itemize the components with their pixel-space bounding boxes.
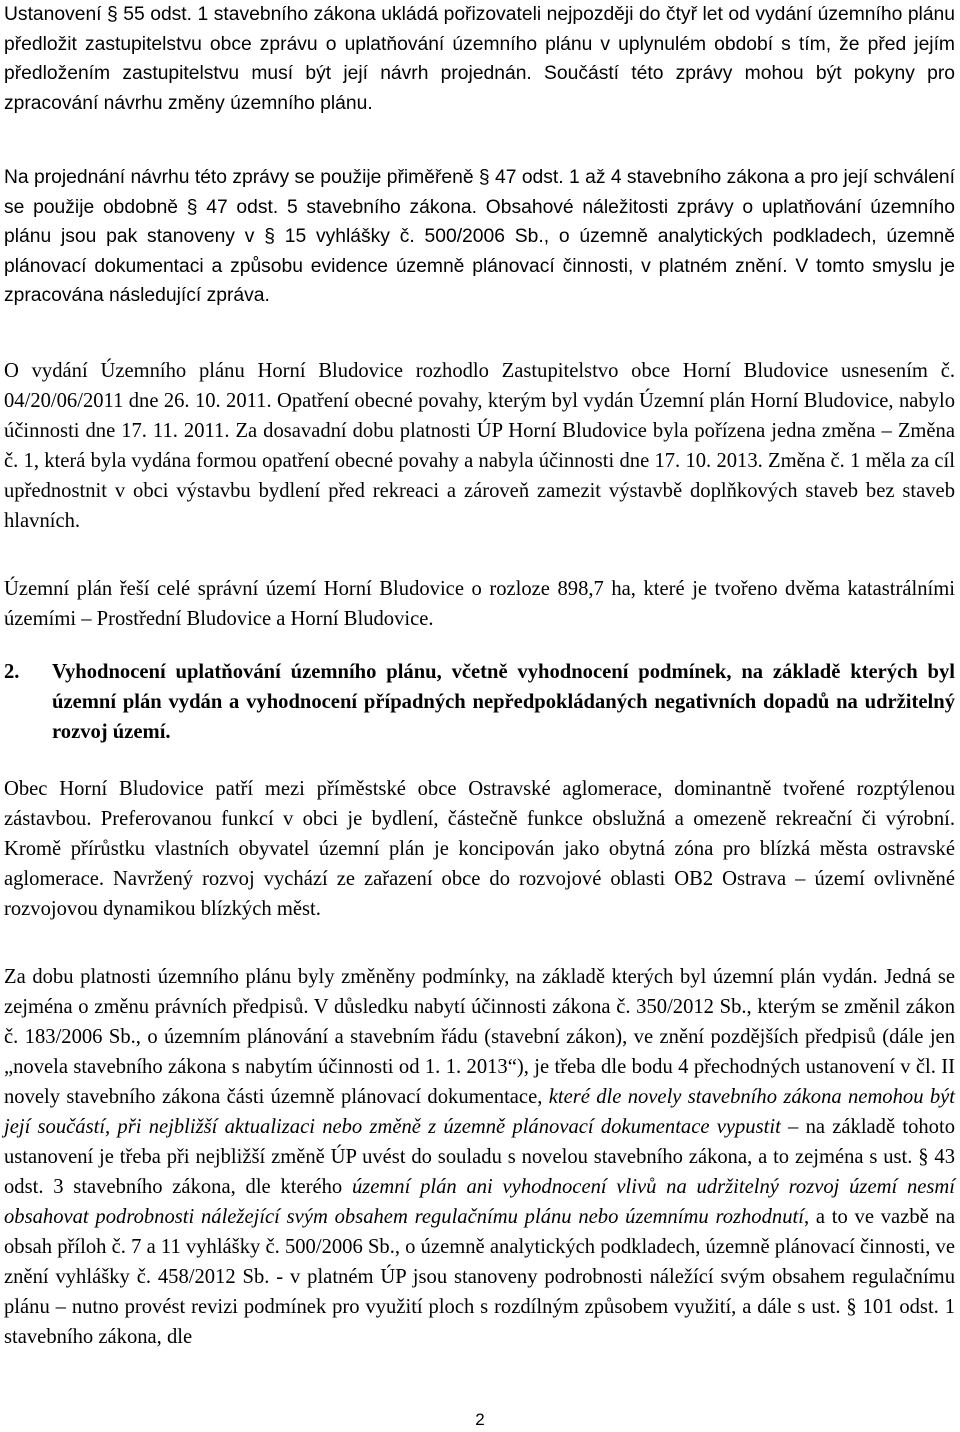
legal-quote-1: které dle novely stavebního zákona nemohou být její součástí, při nejbližší aktualizaci nebo změně z územně plánovací dokumentace vypustit	[4, 1086, 955, 1138]
paragraph-plan-history: O vydání Územního plánu Horní Bludovice rozhodlo Zastupitelstvo obce Horní Bludovice usnesením č. 04/20/06/2011 dne 26. 10. 2011. Opatření obecné povahy, kterým byl vydán Územní plán Horní Bludovice, nabylo účinnosti dne 17. 11. 2011. Za dosavadní dobu platnosti ÚP Horní Bludovice byla pořízena jedna změna – Změna č. 1, která byla vydána formou opatření obecné povahy a nabyla účinnosti dne 17. 10. 2013. Změna č. 1 měla za cíl upřednostnit v obci výstavbu bydlení před rekreaci a zároveň zamezit výstavbě doplňkových staveb bez staveb hlavních.	[4, 360, 955, 532]
section-title: Vyhodnocení uplatňování územního plánu, včetně vyhodnocení podmínek, na základě kterých byl územní plán vydán a vyhodnocení případných nepředpokládaných negativních dopadů na udržitelný rozvoj území.	[52, 661, 955, 743]
paragraph-municipality: Obec Horní Bludovice patří mezi příměstské obce Ostravské aglomerace, dominantně tvořené rozptýlenou zástavbou. Preferovanou funkcí v obci je bydlení, částečně funkce obslužná a omezeně rekreační či výrobní. Kromě přírůstku vlastních obyvatel územní plán je koncipován jako obytná zóna pro blízká města ostravské aglomerace. Navržený rozvoj vychází ze zařazení obce do rozvojové oblasti OB2 Ostrava – území ovlivněné rozvojovou dynamikou blízkých měst.	[4, 778, 955, 920]
page-number: 2	[475, 1410, 485, 1429]
paragraph-procedure: Na projednání návrhu této zprávy se použije přiměřeně § 47 odst. 1 až 4 stavebního zákona a pro její schválení se použije obdobně § 47 odst. 5 stavebního zákona. Obsahové náležitosti zprávy o uplatňování územního plánu jsou pak stanoveny v § 15 vyhlášky č. 500/2006 Sb., o územně analytických podkladech, územně plánovací dokumentaci a způsobu evidence územně plánovací činnosti, v platném znění. V tomto smyslu je zpracována následující zpráva.	[4, 167, 955, 306]
paragraph-legal-changes	[4, 962, 955, 1352]
legal-text-2: – na základě tohoto ustanovení je třeba při nejbližší změně ÚP uvést do souladu s novelou stavebního zákona, a to zejména s ust. § 43 odst. 3 stavebního zákona, dle kterého	[4, 1116, 955, 1198]
section-number: 2.	[4, 661, 20, 683]
legal-quote-2: územní plán ani vyhodnocení vlivů na udržitelný rozvoj území nesmí obsahovat podrobnosti náležející svým obsahem regulačnímu plánu nebo územnímu rozhodnutí	[4, 1176, 955, 1228]
section-heading	[4, 657, 955, 747]
legal-text-1: Za dobu platnosti územního plánu byly změněny podmínky, na základě kterých byl územní plán vydán. Jedná se zejména o změnu právních předpisů. V důsledku nabytí účinnosti zákona č. 350/2012 Sb., kterým se změnil zákon č. 183/2006 Sb., o územním plánování a stavebním řádu (stavební zákon), ve znění pozdějších předpisů (dále jen „novela stavebního zákona s nabytím účinnosti od 1. 1. 2013“), je třeba dle bodu 4 přechodných ustanovení v čl. II novely stavebního zákona části územně plánovací dokumentace,	[4, 966, 955, 1108]
paragraph-plan-scope: Územní plán řeší celé správní území Horní Bludovice o rozloze 898,7 ha, které je tvořeno dvěma katastrálními územími – Prostřední Bludovice a Horní Bludovice.	[4, 578, 955, 630]
legal-text-3: , a to ve vazbě na obsah příloh č. 7 a 11 vyhlášky č. 500/2006 Sb., o územně analytických podkladech, územně plánovací činnosti, ve znění vyhlášky č. 458/2012 Sb. - v platném ÚP jsou stanoveny podrobnosti náležící svým obsahem regulačnímu plánu – nutno provést revizi podmínek pro využití ploch s rozdílným způsobem využití, a dále s ust. § 101 odst. 1 stavebního zákona, dle	[4, 1206, 955, 1348]
paragraph-intro: Ustanovení § 55 odst. 1 stavebního zákona ukládá pořizovateli nejpozději do čtyř let od vydání územního plánu předložit zastupitelstvu obce zprávu o uplatňování územního plánu v uplynulém období s tím, že před jejím předložením zastupitelstvu musí být její návrh projednán. Součástí této zprávy mohou být pokyny pro zpracování návrhu změny územního plánu.	[4, 4, 955, 114]
